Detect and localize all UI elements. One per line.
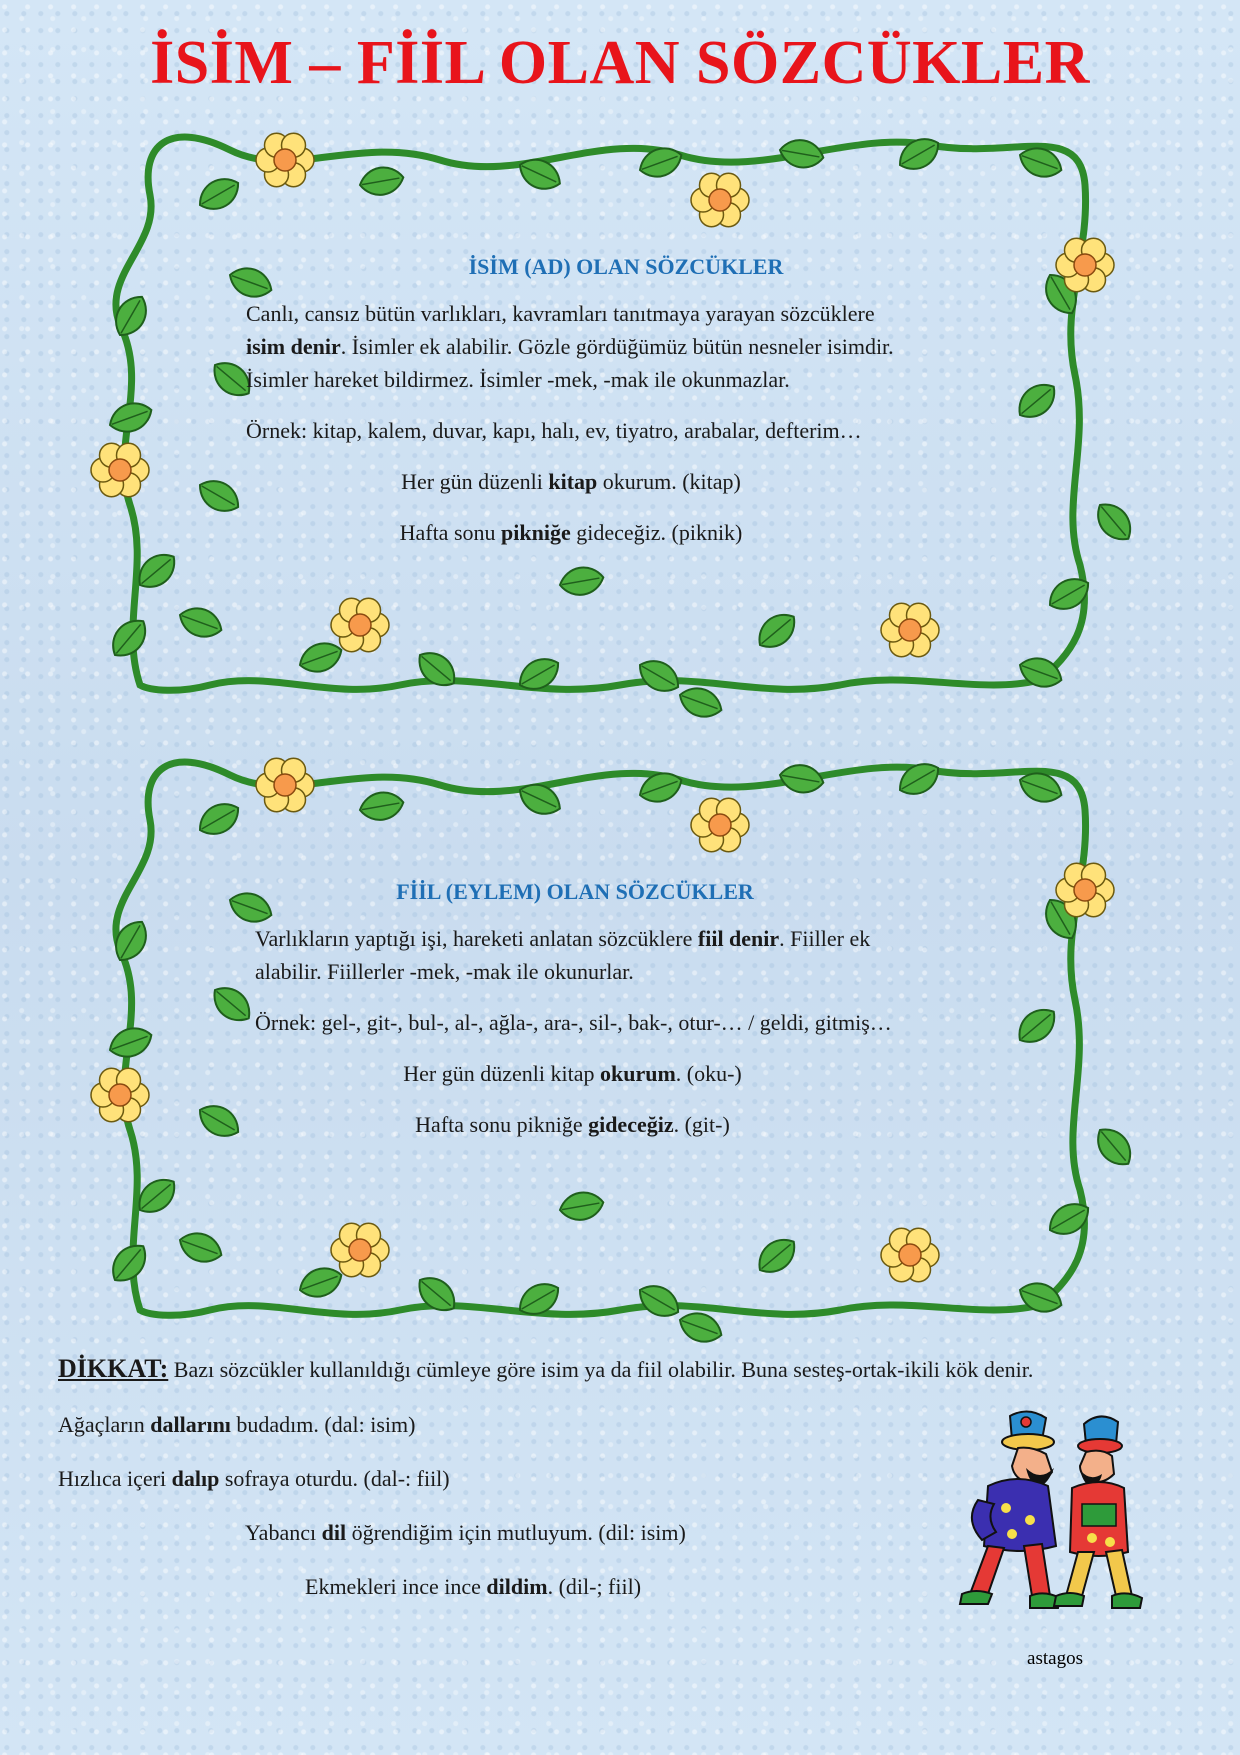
leaf-icon [175, 1227, 226, 1267]
note-text: Bazı sözcükler kullanıldığı cümleye göre isim ya da fiil olabilir. Buna sesteş-ortak-ikili kök denir. [168, 1357, 1034, 1382]
leaf-icon [105, 613, 154, 664]
verb-section [255, 875, 1015, 1141]
leaf-icon [778, 137, 826, 171]
noun-section-heading: İSİM (AD) OLAN SÖZCÜKLER [468, 254, 784, 279]
note-line [58, 1354, 1238, 1384]
note-example-2: Hızlıca içeri dalıp sofraya oturdu. (dal-: fiil) [58, 1466, 450, 1491]
flower-icon [691, 798, 749, 851]
noun-definition: Canlı, cansız bütün varlıkları, kavramları tanıtmaya yarayan sözcüklere isim denir. İsimler ek alabilir. Gözle gördüğümüz bütün nesneler isimdir. İsimler hareket bildirmez. İsimler -mek, -mak ile okunmazlar. [246, 301, 894, 392]
noun-example: Örnek: kitap, kalem, duvar, kapı, halı, ev, tiyatro, arabalar, defterim… [246, 418, 862, 443]
leaf-icon [105, 1022, 156, 1062]
leaf-icon [751, 1231, 802, 1280]
flower-icon [1056, 863, 1114, 916]
verb-definition: Varlıkların yaptığı işi, hareketi anlatan sözcüklere fiil denir. Fiiller ek alabilir. Fiillerler -mek, -mak ile okunurlar. [255, 926, 871, 984]
leaf-icon [675, 1307, 726, 1347]
verb-section-heading: FİİL (EYLEM) OLAN SÖZCÜKLER [396, 879, 754, 904]
leaf-icon [295, 637, 346, 677]
flower-icon [91, 1068, 149, 1121]
leaf-icon [633, 1278, 685, 1323]
leaf-icon [558, 1189, 606, 1223]
leaf-icon [175, 602, 226, 642]
leaf-icon [558, 564, 606, 598]
leaf-icon [193, 473, 245, 518]
karagoz-hacivat-icon [948, 1408, 1158, 1640]
flower-icon [331, 598, 389, 651]
karagoz-figure [960, 1411, 1060, 1608]
leaf-icon [411, 1270, 462, 1319]
flower-icon [881, 1228, 939, 1281]
leaf-icon [1090, 496, 1139, 547]
leaf-icon [105, 1238, 154, 1289]
leaf-icon [751, 606, 802, 655]
flower-icon [881, 603, 939, 656]
note-example-4: Ekmekleri ince ince dildim. (dil-; fiil) [305, 1574, 642, 1599]
note-example-1: Ağaçların dallarını budadım. (dal: isim) [58, 1412, 416, 1437]
illustration-caption: astagos [1027, 1648, 1083, 1669]
verb-sentence-1: Her gün düzenli kitap okurum. (oku-) [403, 1061, 742, 1086]
leaf-icon [411, 645, 462, 694]
noun-section [246, 250, 1006, 549]
flower-icon [91, 443, 149, 496]
leaf-icon [893, 131, 945, 176]
leaf-icon [193, 796, 245, 841]
leaf-icon [358, 164, 406, 198]
leaf-icon [1011, 376, 1062, 425]
leaf-icon [358, 789, 406, 823]
flower-icon [256, 133, 314, 186]
leaf-icon [778, 762, 826, 796]
leaf-icon [295, 1262, 346, 1302]
verb-sentence-2: Hafta sonu pikniğe gideceğiz. (git-) [415, 1112, 730, 1137]
leaf-icon [193, 1098, 245, 1143]
leaf-icon [1011, 1001, 1062, 1050]
flower-icon [256, 758, 314, 811]
leaf-icon [105, 397, 156, 437]
leaf-icon [206, 980, 257, 1029]
noun-sentence-2: Hafta sonu pikniğe gideceğiz. (piknik) [399, 520, 743, 545]
verb-example: Örnek: gel-, git-, bul-, al-, ağla-, ara-, sil-, bak-, otur-… / geldi, gitmiş… [255, 1010, 892, 1035]
leaf-icon [193, 171, 245, 216]
flower-icon [691, 173, 749, 226]
leaf-icon [633, 653, 685, 698]
note-label: DİKKAT: [58, 1354, 169, 1383]
leaf-icon [675, 682, 726, 722]
noun-sentence-1: Her gün düzenli kitap okurum. (kitap) [401, 469, 741, 494]
page-title: İSİM – FİİL OLAN SÖZCÜKLER [150, 29, 1090, 97]
leaf-icon [1090, 1121, 1139, 1172]
hacivat-figure [1054, 1416, 1142, 1608]
flower-icon [1056, 238, 1114, 291]
flower-icon [331, 1223, 389, 1276]
leaf-icon [893, 756, 945, 801]
note-example-3: Yabancı dil öğrendiğim için mutluyum. (dil: isim) [245, 1520, 686, 1545]
